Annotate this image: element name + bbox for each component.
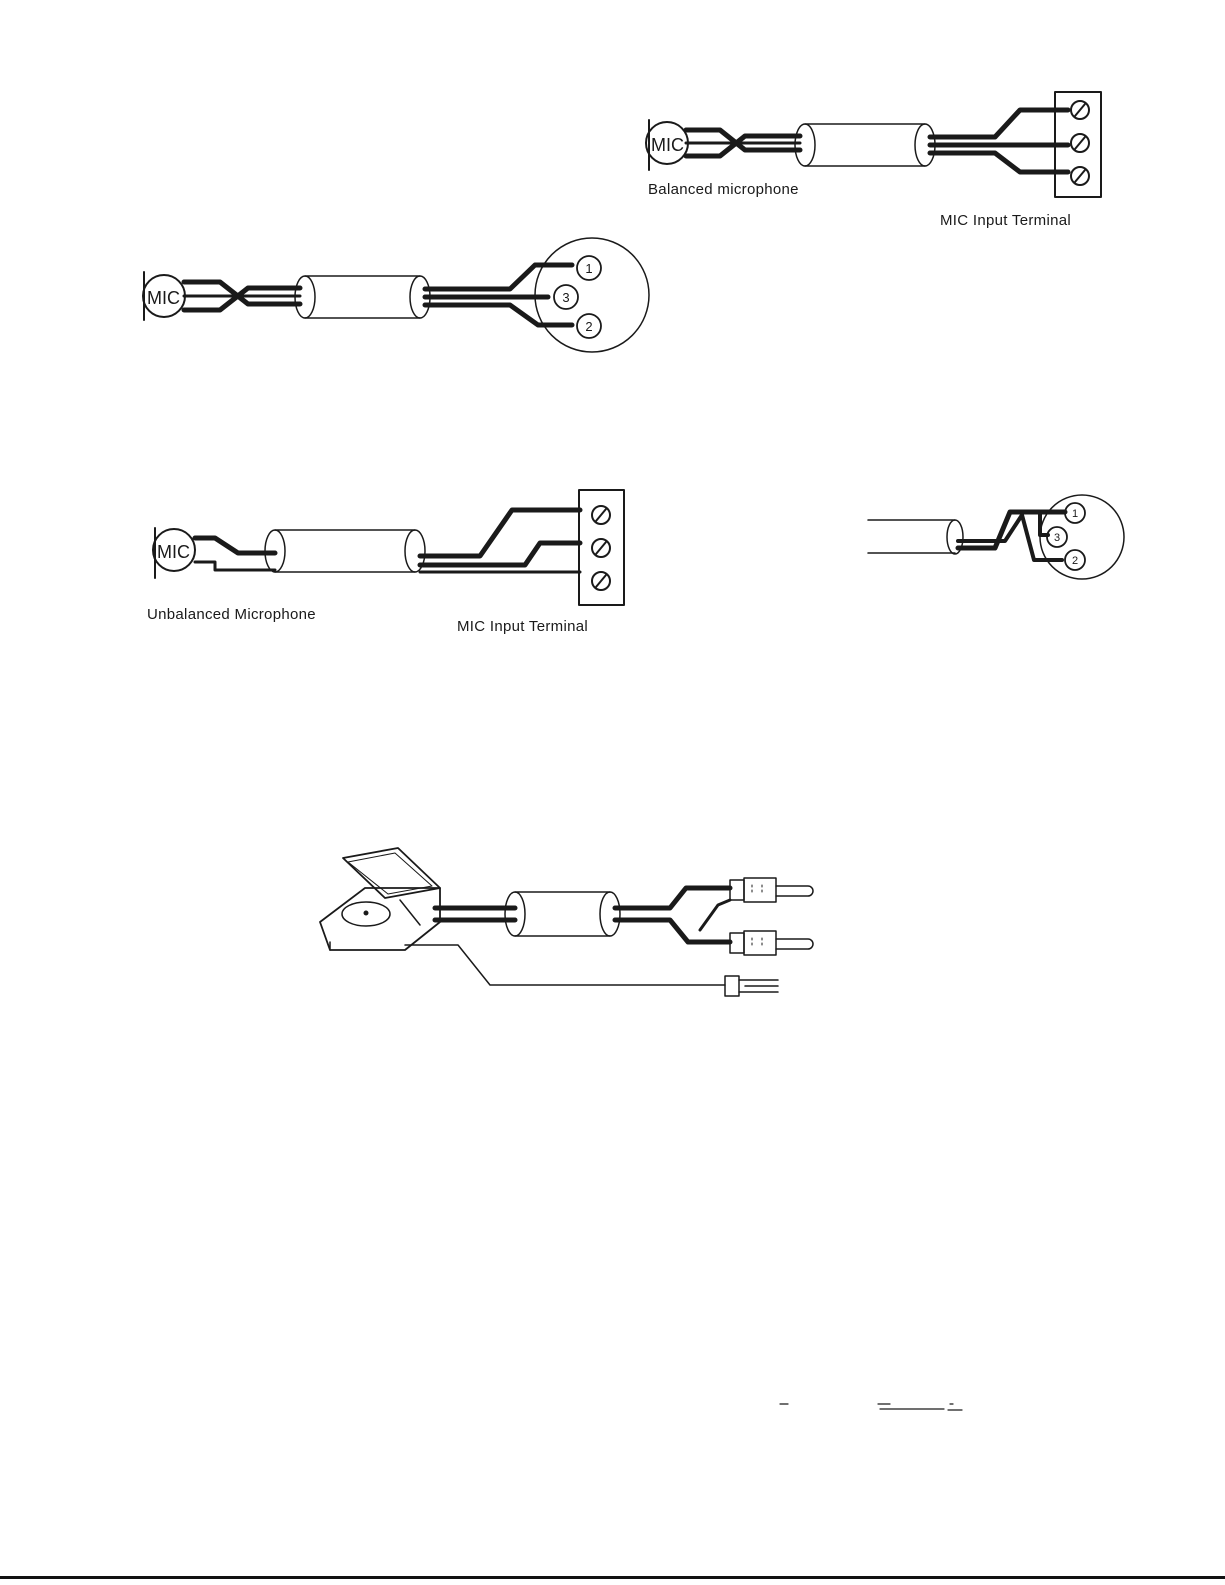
wire-to-plug-2 — [615, 920, 730, 942]
wire-to-pin-1 — [425, 265, 572, 289]
balanced-mic-xlr-diagram — [143, 238, 649, 352]
wire-to-term-1 — [420, 510, 580, 556]
xlr-pin-label: 2 — [585, 319, 593, 334]
cable-sheath — [305, 276, 420, 318]
wire-to-plug-1 — [615, 888, 730, 908]
xlr-pin-label: 3 — [562, 290, 570, 305]
cable-sheath — [515, 892, 610, 936]
cable-sheath — [805, 124, 925, 166]
wire-shield — [195, 562, 275, 570]
xlr-pin-label: 2 — [1071, 555, 1079, 567]
mic-input-terminal-caption: MIC Input Terminal — [457, 618, 589, 635]
tonearm — [400, 900, 420, 925]
turntable-lid — [343, 848, 440, 898]
turntable-connection-diagram — [320, 848, 813, 996]
terminal-screw — [592, 506, 610, 524]
terminal-screw — [1071, 101, 1089, 119]
terminal-screw — [592, 539, 610, 557]
unbalanced-microphone-caption: Unbalanced Microphone — [147, 606, 316, 623]
rca-plug — [730, 878, 813, 902]
mic-label: MIC — [147, 288, 180, 308]
mic-label: MIC — [651, 135, 684, 155]
terminal-screw — [592, 572, 610, 590]
unbalanced-mic-terminal-diagram — [153, 490, 624, 605]
xlr-pin-label: 1 — [1071, 508, 1079, 520]
xlr-pin-label: 1 — [585, 261, 593, 276]
wire-to-term-3 — [930, 153, 1068, 172]
wire-to-pin-2 — [425, 305, 572, 325]
xlr-connector — [535, 238, 649, 352]
mic-label: MIC — [157, 542, 190, 562]
ground-lug — [725, 976, 778, 996]
ground-wire — [405, 945, 725, 985]
wire-to-term-1 — [930, 110, 1068, 137]
mic-input-terminal-caption: MIC Input Terminal — [940, 212, 1072, 229]
cable-end-left — [505, 892, 525, 936]
stray-marks — [780, 1404, 962, 1410]
rca-plug — [730, 931, 813, 955]
balanced-microphone-caption: Balanced microphone — [648, 181, 799, 198]
cable-sheath — [275, 530, 415, 572]
cable-end-right — [600, 892, 620, 936]
terminal-screw — [1071, 167, 1089, 185]
cable-end-left — [795, 124, 815, 166]
cable-sheath — [868, 520, 955, 553]
terminal-screw — [1071, 134, 1089, 152]
wire-signal — [195, 538, 275, 553]
xlr-pin-label: 3 — [1053, 532, 1061, 544]
page-bottom-rule — [0, 1576, 1225, 1579]
turntable-base — [320, 888, 440, 950]
unbalanced-xlr-diagram — [868, 495, 1124, 579]
